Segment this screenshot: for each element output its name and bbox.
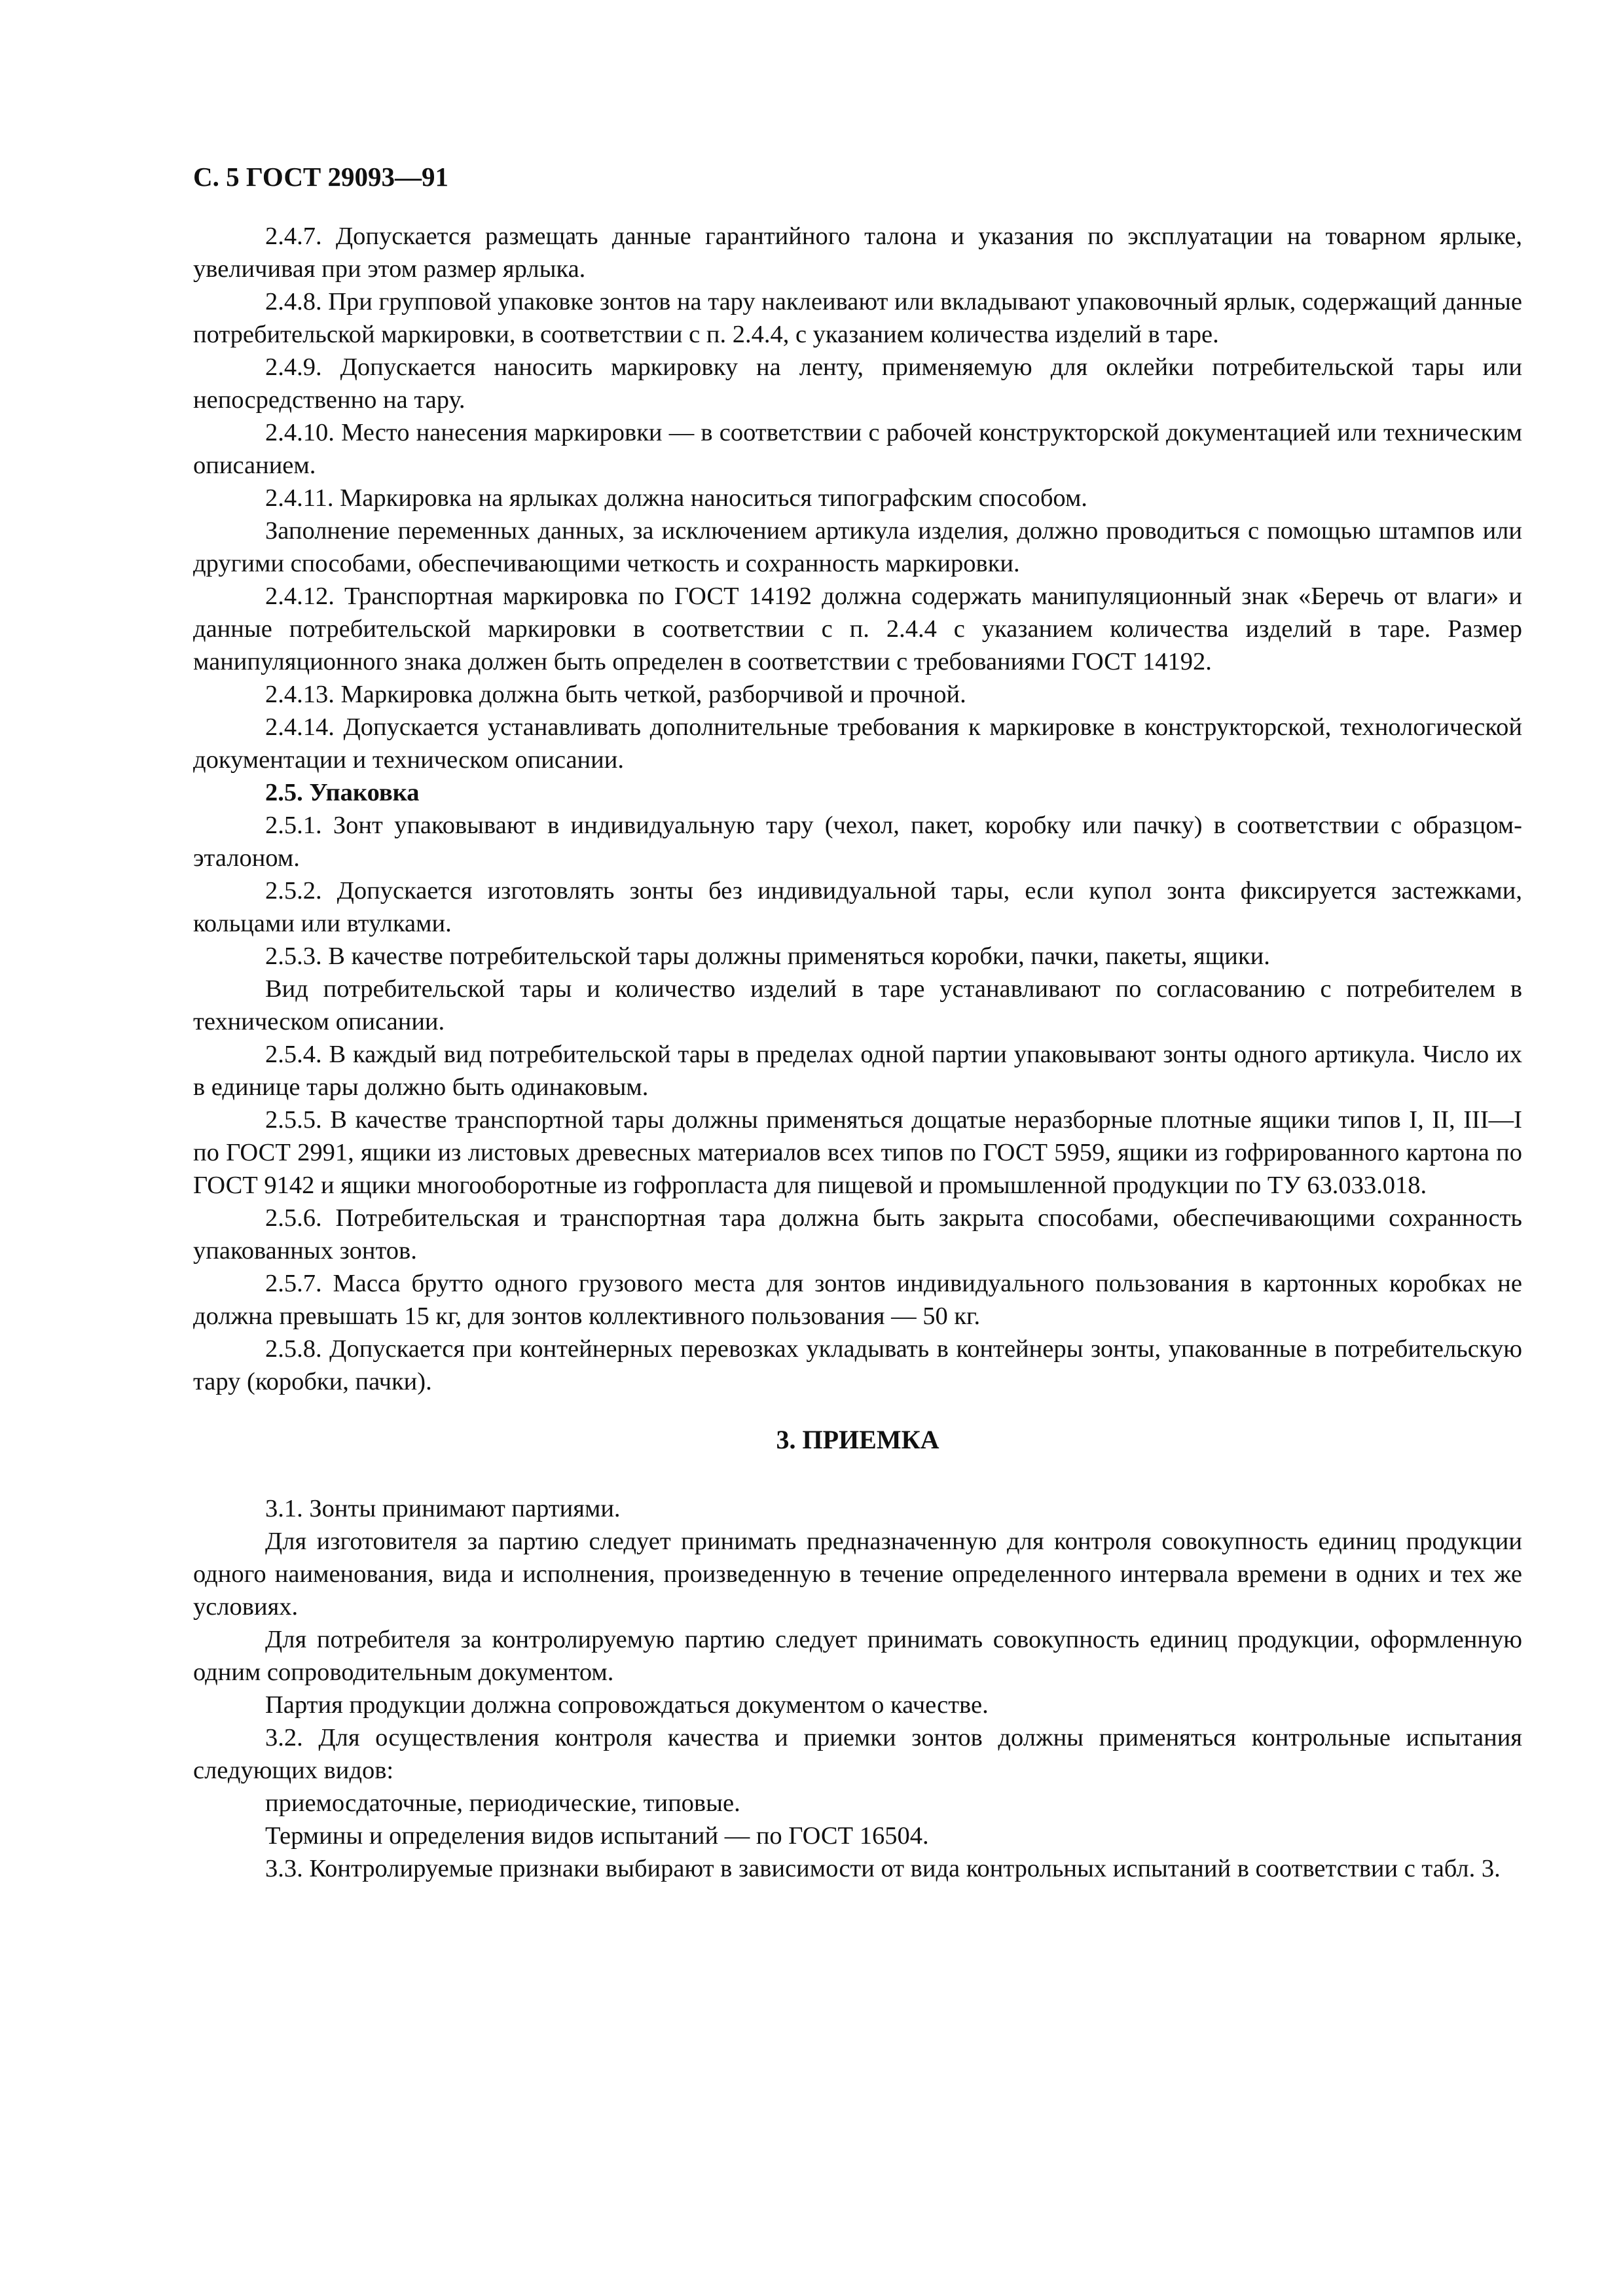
document-page <box>193 157 1522 1885</box>
paragraph: Вид потребительской тары и количество изделий в таре устанавливают по согласованию с потребителем в техническом описании. <box>193 975 1522 1035</box>
paragraph: 2.4.10. Место нанесения маркировки — в соответствии с рабочей конструкторской документацией или техническим описанием. <box>193 419 1522 479</box>
paragraph: 2.5.1. Зонт упаковывают в индивидуальную тару (чехол, пакет, коробку или пачку) в соответствии с образцом-эталоном. <box>193 812 1522 872</box>
paragraph: Для потребителя за контролируемую партию следует принимать совокупность единиц продукции, оформленную одним сопроводительным документом. <box>193 1626 1522 1686</box>
paragraph: 3.1. Зонты принимают партиями. <box>265 1495 621 1522</box>
paragraph: Заполнение переменных данных, за исключением артикула изделия, должно проводиться с помощью штампов или другими способами, обеспечивающими четкость и сохранность маркировки. <box>193 517 1522 577</box>
packaging-section <box>193 809 1522 1398</box>
paragraph: 2.5.8. Допускается при контейнерных перевозках укладывать в контейнеры зонты, упакованные в потребительскую тару (коробки, пачки). <box>193 1335 1522 1395</box>
paragraph: 2.4.8. При групповой упаковке зонтов на тару наклеивают или вкладывают упаковочный ярлык, содержащий данные потребительской маркировки, в соответствии с п. 2.4.4, с указанием количества изделий в таре. <box>193 288 1522 348</box>
paragraph: 2.5.5. В качестве транспортной тары должны применяться дощатые неразборные плотные ящики типов I, II, III—I по ГОСТ 2991, ящики из листовых древесных материалов всех типов по ГОСТ 5959, ящики из гофрированного картона по ГОСТ 9142 и ящики многооборотные из гофропласта для пищевой и промышленной продукции по ТУ 63.033.018. <box>193 1106 1522 1199</box>
subheading-packaging: 2.5. Упаковка <box>265 779 420 806</box>
paragraph: Термины и определения видов испытаний — по ГОСТ 16504. <box>265 1822 929 1850</box>
paragraph: 2.5.4. В каждый вид потребительской тары в пределах одной партии упаковывают зонты одного артикула. Число их в единице тары должно быть одинаковым. <box>193 1041 1522 1101</box>
paragraph: 2.4.7. Допускается размещать данные гарантийного талона и указания по эксплуатации на товарном ярлыке, увеличивая при этом размер ярлыка. <box>193 223 1522 283</box>
paragraph: Партия продукции должна сопровождаться документом о качестве. <box>265 1691 989 1719</box>
paragraph: 2.4.11. Маркировка на ярлыках должна наноситься типографским способом. <box>265 484 1087 512</box>
section-title-acceptance: 3. ПРИЕМКА <box>776 1425 939 1454</box>
acceptance-section <box>193 1492 1522 1885</box>
paragraph: 2.5.2. Допускается изготовлять зонты без индивидуальной тары, если купол зонта фиксируется застежками, кольцами или втулками. <box>193 877 1522 937</box>
paragraph: приемосдаточные, периодические, типовые. <box>265 1789 740 1817</box>
paragraph: 2.4.13. Маркировка должна быть четкой, разборчивой и прочной. <box>265 681 966 708</box>
paragraph: 2.4.9. Допускается наносить маркировку на ленту, применяемую для оклейки потребительской тары или непосредственно на тару. <box>193 353 1522 414</box>
paragraph: 3.3. Контролируемые признаки выбирают в зависимости от вида контрольных испытаний в соответствии с табл. 3. <box>265 1855 1501 1882</box>
page-header: С. 5 ГОСТ 29093—91 <box>193 162 449 192</box>
paragraph: 2.4.14. Допускается устанавливать дополнительные требования к маркировке в конструкторской, технологической документации и техническом описании. <box>193 713 1522 774</box>
paragraph: 2.5.7. Масса брутто одного грузового места для зонтов индивидуального пользования в картонных коробках не должна превышать 15 кг, для зонтов коллективного пользования — 50 кг. <box>193 1270 1522 1330</box>
paragraph: 3.2. Для осуществления контроля качества и приемки зонтов должны применяться контрольные испытания следующих видов: <box>193 1724 1522 1784</box>
paragraph: Для изготовителя за партию следует принимать предназначенную для контроля совокупность единиц продукции одного наименования, вида и исполнения, произведенную в течение определенного интервала времени в одних и тех же условиях. <box>193 1528 1522 1621</box>
paragraph: 2.4.12. Транспортная маркировка по ГОСТ 14192 должна содержать манипуляционный знак «Беречь от влаги» и данные потребительской маркировки в соответствии с п. 2.4.4 с указанием количества изделий в таре. Размер манипуляционного знака должен быть определен в соответствии с требованиями ГОСТ 14192. <box>193 583 1522 675</box>
paragraph: 2.5.6. Потребительская и транспортная тара должна быть закрыта способами, обеспечивающими сохранность упакованных зонтов. <box>193 1204 1522 1265</box>
paragraph: 2.5.3. В качестве потребительской тары должны применяться коробки, пачки, пакеты, ящики. <box>265 942 1270 970</box>
marking-section <box>193 220 1522 776</box>
